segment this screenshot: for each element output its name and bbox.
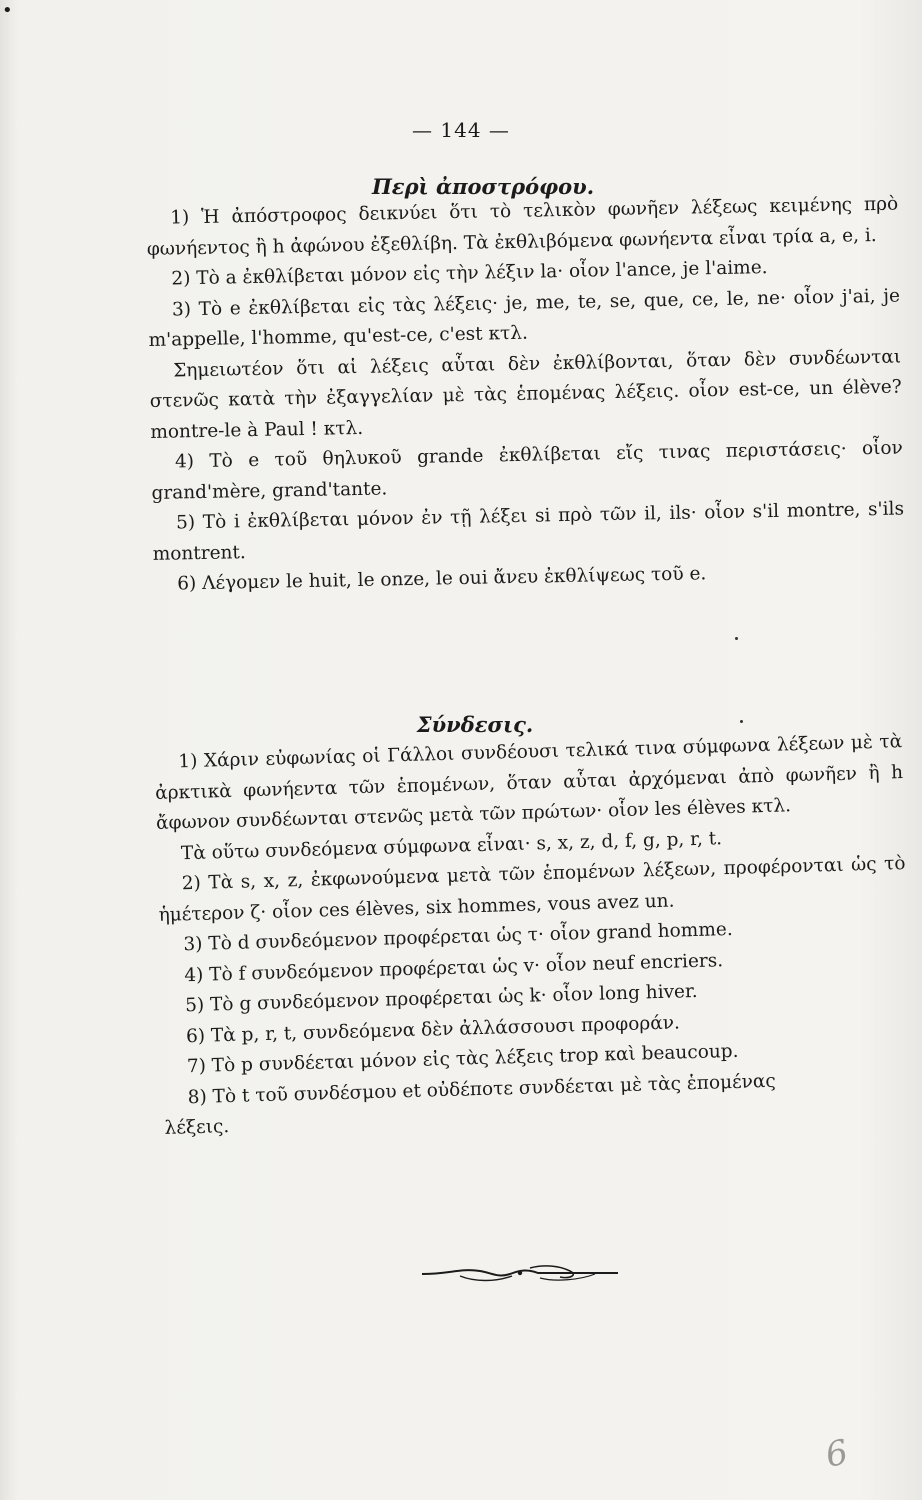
- page-number: — 144 —: [412, 118, 510, 142]
- stray-dot: [735, 637, 738, 640]
- fleuron-icon: [420, 1258, 620, 1288]
- paragraph-liaison-4: 4) Τὸ f συνδεόμενον προφέρεται ὡς v· οἷον neuf encriers.: [184, 949, 724, 986]
- stray-dot: [740, 720, 743, 723]
- paragraph-liaison-6: 6) Τὰ p, r, t, συνδεόμενα δὲν ἀλλάσσουσι προφοράν.: [185, 1011, 681, 1047]
- section-title-apostrophe: Περὶ ἀποστρόφου.: [371, 174, 595, 199]
- apostrophe-section: [146, 190, 905, 601]
- paragraph-apostrophe-3: 3) Τὸ e ἐκθλίβεται εἰς τὰς λέξεις· je, me, te, se, que, ce, le, ne· οἷον j'ai, je m'appelle, l'homme, qu'est-ce, c'est κτλ.: [148, 285, 901, 351]
- paragraph-apostrophe-4: 4) Τὸ e τοῦ θηλυκοῦ grande ἐκθλίβεται εἴς τινας περιστάσεις· οἷον grand'mère, grand'tante.: [151, 437, 904, 504]
- fleuron-ornament: [420, 1258, 620, 1288]
- paragraph-apostrophe-6: 6) Λέγομεν le huit, le onze, le oui ἄνευ ἐκθλίψεως τοῦ e.: [177, 563, 707, 595]
- corner-pencil-mark: 6: [822, 1432, 852, 1476]
- paragraph-liaison-closing: λέξεις.: [164, 1116, 230, 1139]
- paragraph-apostrophe-5: 5) Τὸ i ἐκθλίβεται μόνον ἐν τῇ λέξει si πρὸ τῶν il, ils· οἷον s'il montre, s'ils montrent.: [152, 498, 905, 565]
- paragraph-liaison-3: 3) Τὸ d συνδεόμενον προφέρεται ὡς τ· οἷον grand homme.: [183, 918, 733, 956]
- margin-mark: •: [2, 0, 13, 21]
- paragraph-liaison-5: 5) Τὸ g συνδεόμενον προφέρεται ὡς k· οἷον long hiver.: [184, 980, 698, 1017]
- paragraph-apostrophe-1: 1) Ἡ ἀπόστροφος δεικνύει ὅτι τὸ τελικὸν φωνῆεν λέξεως κειμένης πρὸ φωνήεντος ἢ h ἀφώνου ἐξεθλίβη. Τὰ ἐκθλιβόμενα φωνήεντα εἶναι τρία a, e, i.: [146, 193, 899, 260]
- paragraph-apostrophe-2: 2) Τὸ a ἐκθλίβεται μόνον εἰς τὴν λέξιν la· οἷον l'ance, je l'aime.: [171, 257, 768, 290]
- paragraph-liaison-consonants: Τὰ οὕτω συνδεόμενα σύμφωνα εἶναι· s, x, z, d, f, g, p, r, t.: [180, 827, 723, 864]
- paragraph-apostrophe-note: Σημειωτέον ὅτι αἱ λέξεις αὗται δὲν ἐκθλίβονται, ὅταν δὲν συνδέωνται στενῶς κατὰ τὴν ἐξαγγελίαν μὲ τὰς ἑπομένας λέξεις. οἷον est-ce, un élève? montre-le à Paul ! κτλ.: [149, 346, 902, 443]
- paragraph-liaison-1: 1) Χάριν εὐφωνίας οἱ Γάλλοι συνδέουσι τελικά τινα σύμφωνα λέξεων μὲ τὰ ἀρκτικὰ φωνήεντα τῶν ἑπομένων, ὅταν αὗται ἀρχόμεναι ἀπὸ φωνῆεν ἢ h ἄφωνον συνδέωνται στενῶς μετὰ τῶν πρώτων· οἷον les élèves κτλ.: [154, 731, 904, 834]
- paragraph-liaison-7: 7) Τὸ p συνδέεται μόνον εἰς τὰς λέξεις trop καὶ beaucoup.: [186, 1040, 739, 1078]
- paragraph-liaison-2: 2) Τὰ s, x, z, ἐκφωνούμενα μετὰ τῶν ἑπομένων λέξεων, προφέρονται ὡς τὸ ἡμέτερον ζ· οἷον ces élèves, six hommes, vous avez un.: [158, 853, 906, 926]
- liaison-section: [154, 727, 913, 1144]
- paragraph-liaison-8: 8) Τὸ t τοῦ συνδέσμου et οὐδέποτε συνδέεται μὲ τὰς ἑπομένας: [187, 1070, 777, 1108]
- section-title-liaison: Σύνδεσις.: [416, 712, 534, 737]
